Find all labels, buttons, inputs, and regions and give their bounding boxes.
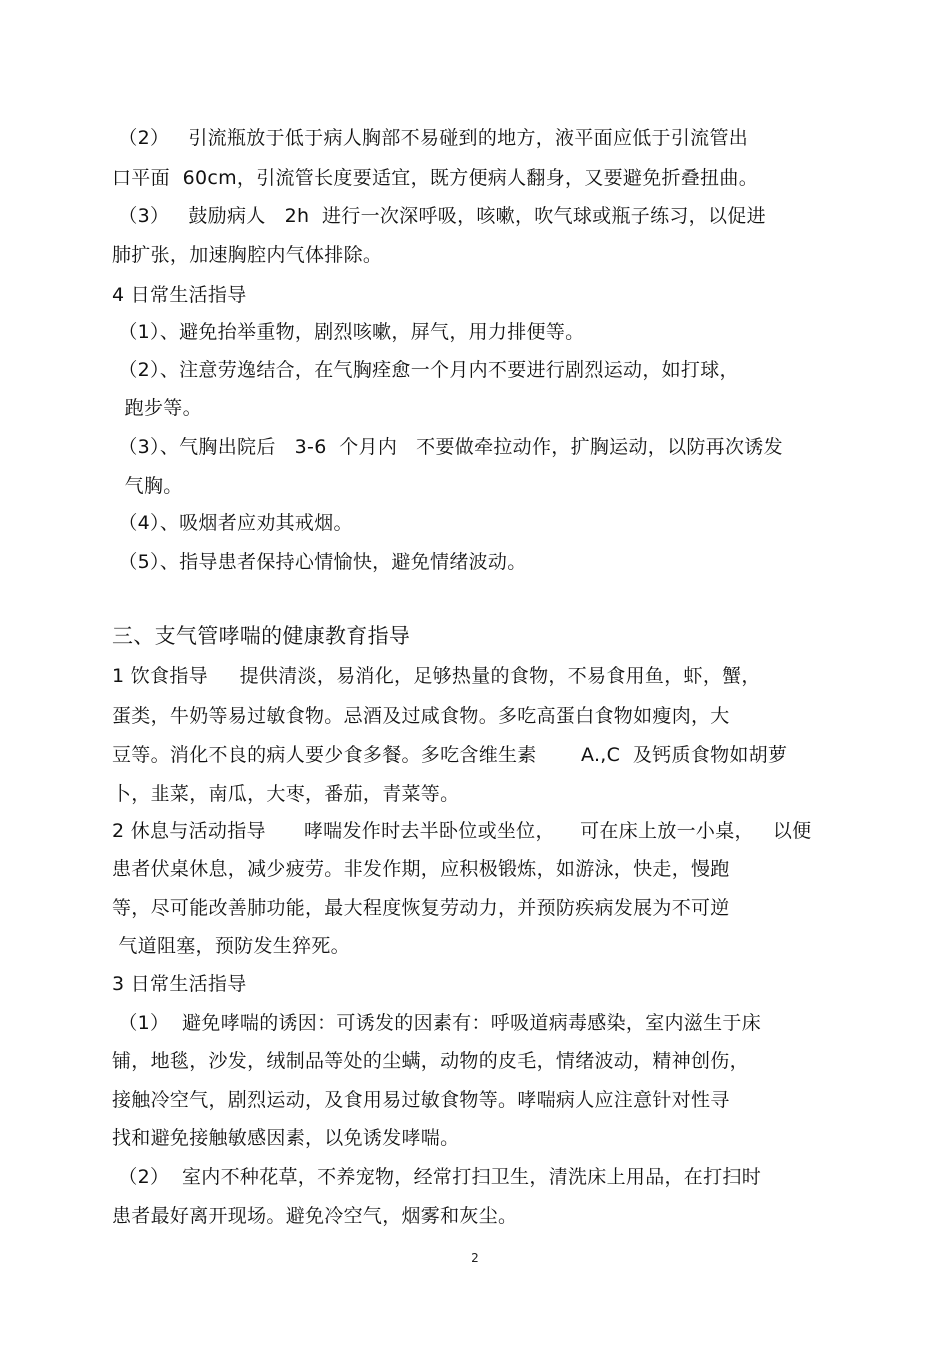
- section-subheading: 4 日常生活指导: [112, 284, 247, 306]
- section-subheading: 3 日常生活指导: [112, 973, 247, 995]
- text-line: （3） 鼓励病人 2h 进行一次深呼吸，咳嗽，吹气球或瓶子练习，以促进: [112, 205, 766, 227]
- text-line: （3）、气胸出院后 3-6 个月内 不要做牵拉动作，扩胸运动，以防再次诱发: [112, 436, 783, 458]
- text-line: 铺，地毯，沙发，绒制品等处的尘螨，动物的皮毛，情绪波动，精神创伤，: [112, 1050, 749, 1072]
- text-line: （4）、吸烟者应劝其戒烟。: [112, 512, 353, 534]
- text-line: （1）、避免抬举重物，剧烈咳嗽，屏气，用力排便等。: [112, 321, 585, 343]
- text-line: 气道阻塞，预防发生猝死。: [112, 935, 350, 957]
- text-line: 患者伏桌休息，减少疲劳。非发作期，应积极锻炼，如游泳，快走，慢跑: [112, 858, 730, 880]
- text-line: 找和避免接触敏感因素，以免诱发哮喘。: [112, 1127, 460, 1149]
- text-line: （1） 避免哮喘的诱因：可诱发的因素有：呼吸道病毒感染，室内滋生于床: [112, 1012, 762, 1034]
- text-line: （5）、指导患者保持心情愉快，避免情绪波动。: [112, 551, 527, 573]
- page-number: 2: [471, 1251, 479, 1265]
- text-line: （2）、注意劳逸结合，在气胸痊愈一个月内不要进行剧烈运动，如打球，: [112, 359, 739, 381]
- text-line: （2） 室内不种花草，不养宠物，经常打扫卫生，清洗床上用品，在打扫时: [112, 1166, 762, 1188]
- text-line: 患者最好离开现场。避免冷空气，烟雾和灰尘。: [112, 1205, 518, 1227]
- text-line: 卜，韭菜，南瓜，大枣，番茄，青菜等。: [112, 783, 460, 805]
- section-heading: 三、支气管哮喘的健康教育指导: [112, 624, 411, 648]
- text-line: 蛋类，牛奶等易过敏食物。忌酒及过咸食物。多吃高蛋白食物如瘦肉，大: [112, 705, 730, 727]
- text-line: 肺扩张，加速胸腔内气体排除。: [112, 244, 383, 266]
- text-line: 等，尽可能改善肺功能，最大程度恢复劳动力，并预防疾病发展为不可逆: [112, 897, 730, 919]
- text-line: 接触冷空气，剧烈运动，及食用易过敏食物等。哮喘病人应注意针对性寻: [112, 1089, 730, 1111]
- text-line: （2） 引流瓶放于低于病人胸部不易碰到的地方，液平面应低于引流管出: [112, 127, 749, 149]
- text-line: 2 休息与活动指导 哮喘发作时去半卧位或坐位， 可在床上放一小桌， 以便: [112, 820, 812, 842]
- text-line: 跑步等。: [112, 397, 202, 419]
- text-line: 1 饮食指导 提供清淡，易消化，足够热量的食物，不易食用鱼，虾，蟹，: [112, 665, 761, 687]
- text-line: 口平面 60cm，引流管长度要适宜，既方便病人翻身，又要避免折叠扭曲。: [112, 167, 759, 189]
- text-line: 豆等。消化不良的病人要少食多餐。多吃含维生素 A.,C 及钙质食物如胡萝: [112, 744, 788, 766]
- text-line: 气胸。: [112, 475, 183, 497]
